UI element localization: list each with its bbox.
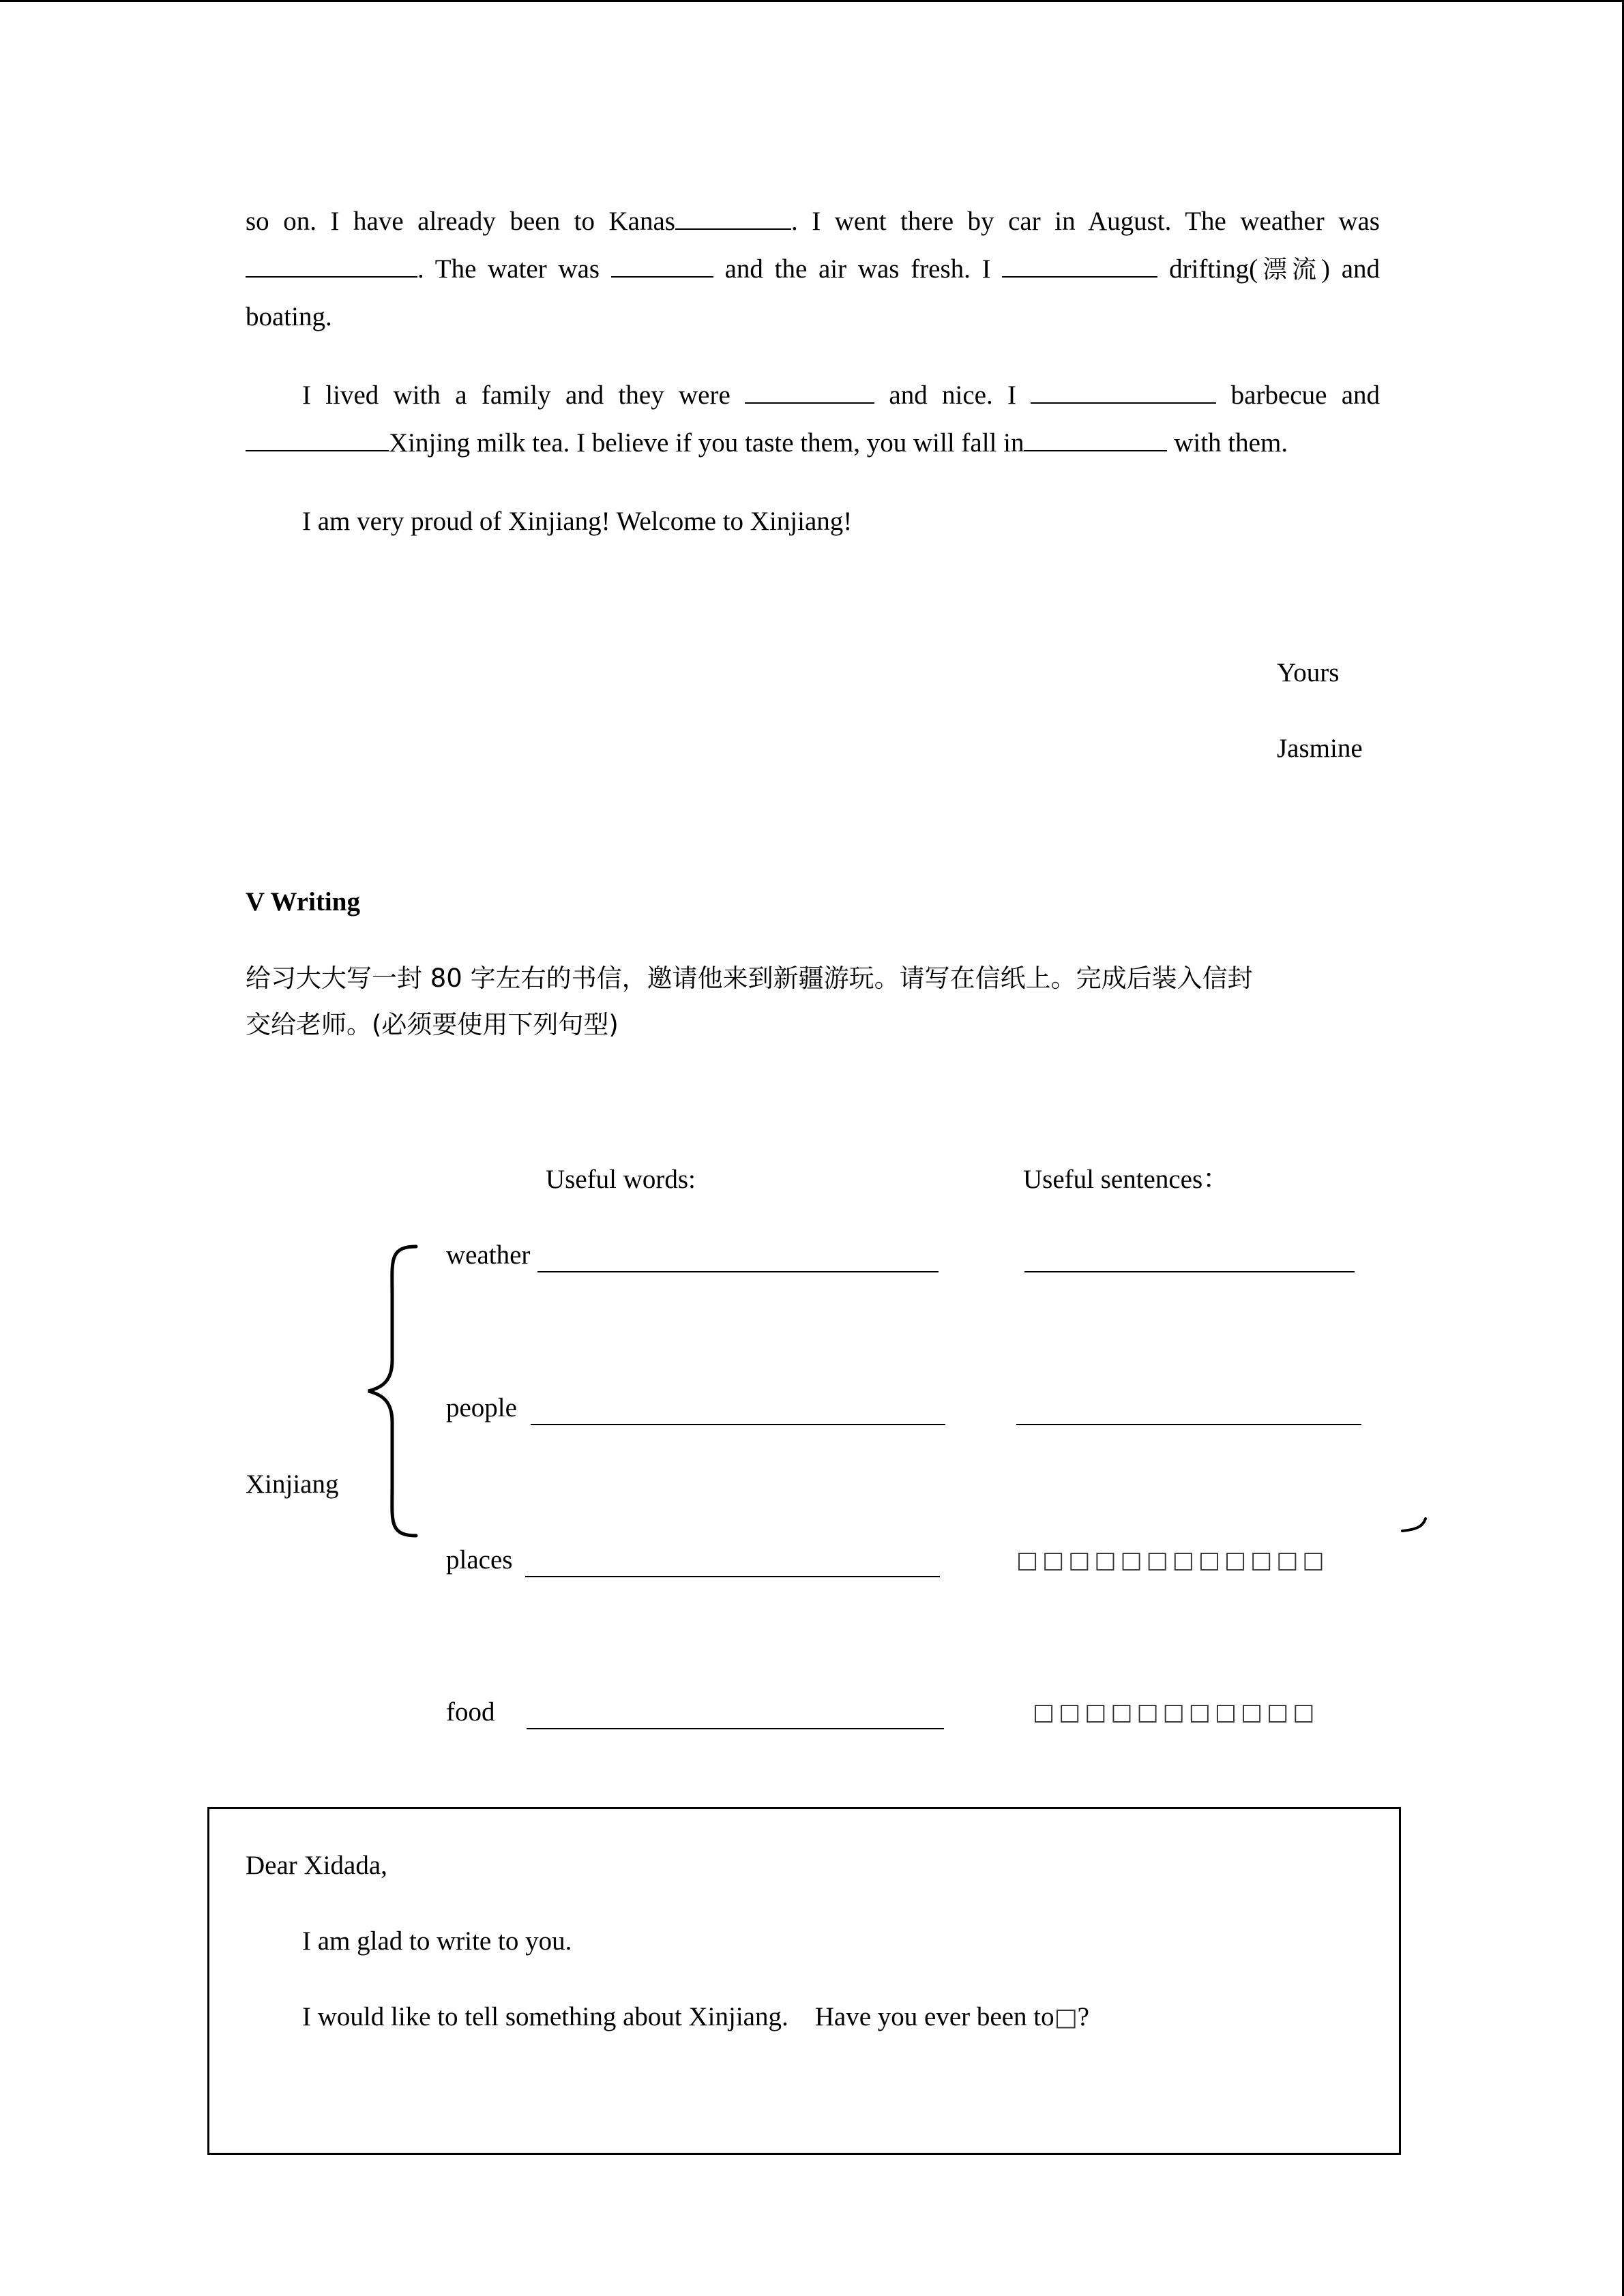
passage-text: and the air was fresh. I [724,254,991,284]
letter-signature: Jasmine [1277,734,1363,763]
section-heading: V Writing [246,887,360,916]
sentence-answer-line[interactable] [1024,1271,1355,1272]
blank-fall-in-answer[interactable] [1024,427,1167,451]
blank-food-verb-answer[interactable] [1031,379,1216,404]
instruction-line: 给习大大写一封 80 字左右的书信，邀请他来到新疆游玩。请写在信纸上。完成后装入信封 [246,964,1253,993]
sentence-placeholder-boxes: □□□□□□□□□□□ [1033,1699,1319,1726]
letter-line [302,2000,1089,2035]
letter-text: I would like to tell something about Xinjiang. [302,2002,788,2031]
topic-label: Xinjiang [246,1470,339,1499]
word-label-food: food [446,1697,495,1727]
word-answer-line[interactable] [531,1424,945,1425]
word-answer-line[interactable] [537,1271,939,1272]
passage-text: . The water was [417,254,600,284]
word-label-people: people [446,1393,517,1422]
passage-line [302,378,1380,413]
passage-text: so on. I have already been to Kanas [246,207,675,236]
letter-text: ? [1077,2002,1089,2031]
blank-activity-answer[interactable] [1002,253,1157,278]
useful-words-header: Useful words: [546,1165,696,1194]
blank-family-answer[interactable] [745,379,874,404]
passage-text: barbecue and [1230,381,1381,410]
passage-line [246,426,1288,460]
passage-text: I lived with a family and they were [302,381,730,410]
passage-text: . I went there by car in August. The weather was [791,207,1380,236]
letter-greeting: Dear Xidada, [246,1851,387,1880]
brace-fragment-icon [1398,1517,1429,1534]
blank-drink-verb-answer[interactable] [246,427,389,451]
word-label-places: places [446,1545,513,1575]
instruction-line: 交给老师。(必须要使用下列句型) [246,1010,619,1039]
passage-text: Xinjing milk tea. I believe if you taste them, you will fall in [389,428,1024,458]
letter-closing: Yours [1277,658,1340,687]
passage-line [246,252,1380,287]
word-label-weather: weather [446,1240,531,1270]
word-answer-line[interactable] [527,1728,944,1729]
page-top-border [0,0,1624,2]
passage-text: drifting(漂流) and [1169,254,1381,284]
sentence-answer-line[interactable] [1016,1424,1361,1425]
passage-text: with them. [1174,428,1288,458]
passage-line: boating. [246,302,332,331]
passage-text: and nice. I [889,381,1017,410]
blank-weather-answer[interactable] [246,253,417,278]
placeholder-box: □ [1054,2003,1078,2031]
letter-line: I am glad to write to you. [302,1926,572,1956]
sentence-placeholder-boxes: □□□□□□□□□□□□ [1016,1547,1329,1574]
passage-line [246,205,1380,239]
blank-water-answer[interactable] [611,253,713,278]
useful-sentences-header: Useful sentences： [1023,1165,1230,1194]
word-answer-line[interactable] [525,1576,940,1577]
curly-brace-icon [361,1241,423,1541]
letter-text: Have you ever been to [814,2002,1054,2031]
passage-line: I am very proud of Xinjiang! Welcome to Xinjiang! [302,507,853,536]
blank-kanas-answer[interactable] [675,205,791,230]
